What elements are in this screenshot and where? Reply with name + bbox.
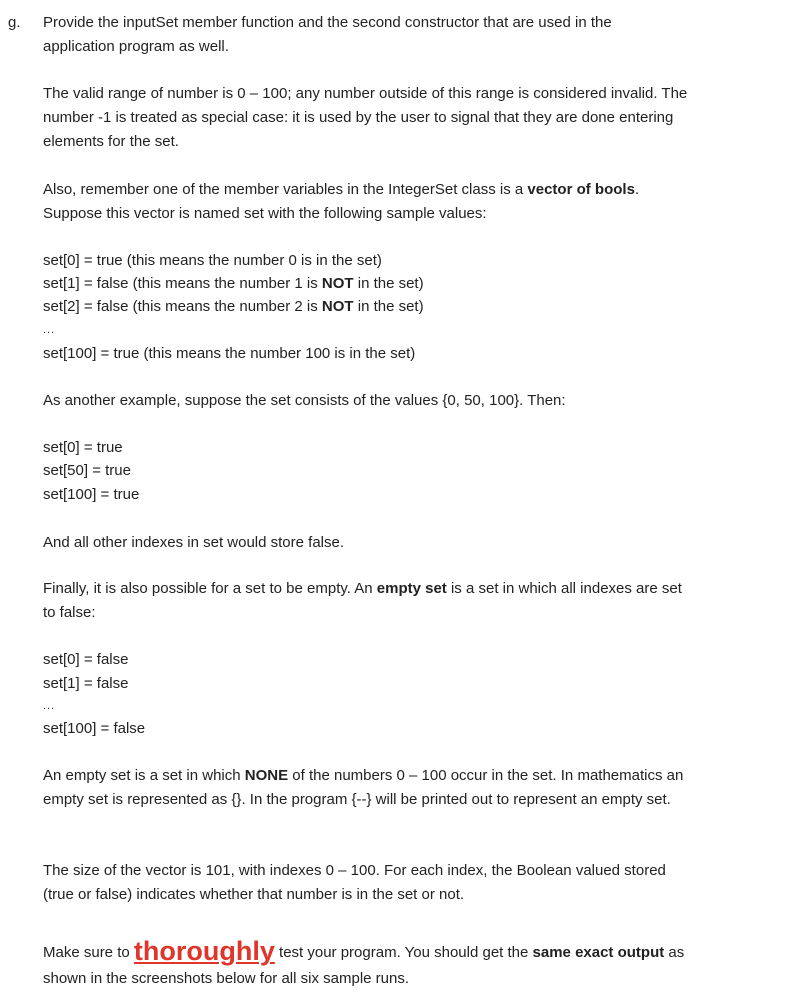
example1-set0: set[0] = true (this means the number 0 is in the set)	[43, 252, 382, 269]
final-paragraph-line-1	[43, 936, 685, 966]
item-heading-line-1: Provide the inputSet member function and the second constructor that are used in the	[43, 14, 612, 31]
final-text-end: as	[664, 944, 685, 961]
range-paragraph-line-1: The valid range of number is 0 – 100; any number outside of this range is considered invalid. The	[43, 85, 688, 102]
example1-set1-not: NOT	[321, 275, 354, 292]
vector-text: Also, remember one of the member variables in the IntegerSet class is a	[43, 181, 528, 198]
example1-set2-text: set[2] = false (this means the number 2 is	[43, 298, 322, 315]
final-text: Make sure to	[43, 944, 134, 961]
example1-set2	[43, 297, 424, 317]
none-emphasis: NONE	[244, 767, 289, 784]
range-paragraph-line-3: elements for the set.	[43, 133, 179, 150]
others-false-paragraph: And all other indexes in set would store false.	[43, 534, 345, 551]
example1-set100: set[100] = true (this means the number 100 is in the set)	[43, 345, 416, 362]
empty-paragraph-line-2: to false:	[43, 604, 96, 621]
vector-paragraph-line-2: Suppose this vector is named set with the following sample values:	[43, 205, 487, 222]
example3-ellipsis: ...	[43, 700, 56, 712]
example2-set100: set[100] = true	[43, 486, 140, 503]
example1-set1-text: set[1] = false (this means the number 1 is	[43, 275, 322, 292]
example1-ellipsis: ...	[43, 324, 56, 336]
example1-set1-end: in the set)	[353, 275, 424, 292]
example1-set1	[43, 274, 424, 294]
example2-set0: set[0] = true	[43, 439, 123, 456]
final-text-mid: test your program. You should get the	[274, 944, 533, 961]
empty-paragraph-line-1	[43, 579, 682, 599]
empty-text: Finally, it is also possible for a set to be empty. An	[43, 580, 377, 597]
example3-set0: set[0] = false	[43, 651, 129, 668]
example3-set1: set[1] = false	[43, 675, 129, 692]
item-marker: g.	[8, 14, 21, 31]
vector-of-bools-emphasis: vector of bools	[527, 181, 635, 198]
vector-paragraph-line-1	[43, 180, 639, 200]
empty-text-end: is a set in which all indexes are set	[446, 580, 682, 597]
another-example-paragraph: As another example, suppose the set consists of the values {0, 50, 100}. Then:	[43, 392, 566, 409]
none-text: An empty set is a set in which	[43, 767, 245, 784]
empty-set-emphasis: empty set	[376, 580, 447, 597]
thoroughly-highlight: thoroughly	[133, 936, 275, 966]
example3-set100: set[100] = false	[43, 720, 146, 737]
vector-text-end: .	[634, 181, 640, 198]
none-paragraph-line-1	[43, 766, 683, 786]
example2-set50: set[50] = true	[43, 462, 131, 479]
range-paragraph-line-2: number -1 is treated as special case: it is used by the user to signal that they are done entering	[43, 109, 674, 126]
none-paragraph-line-2: empty set is represented as {}. In the program {--} will be printed out to represent an empty set.	[43, 791, 671, 808]
example1-set2-end: in the set)	[353, 298, 424, 315]
none-text-end: of the numbers 0 – 100 occur in the set. In mathematics an	[288, 767, 684, 784]
example1-set2-not: NOT	[321, 298, 354, 315]
size-paragraph-line-1: The size of the vector is 101, with indexes 0 – 100. For each index, the Boolean valued stored	[43, 862, 666, 879]
same-exact-output-emphasis: same exact output	[532, 944, 665, 961]
size-paragraph-line-2: (true or false) indicates whether that number is in the set or not.	[43, 886, 465, 903]
item-heading-line-2: application program as well.	[43, 38, 229, 55]
final-paragraph-line-2: shown in the screenshots below for all six sample runs.	[43, 970, 410, 987]
